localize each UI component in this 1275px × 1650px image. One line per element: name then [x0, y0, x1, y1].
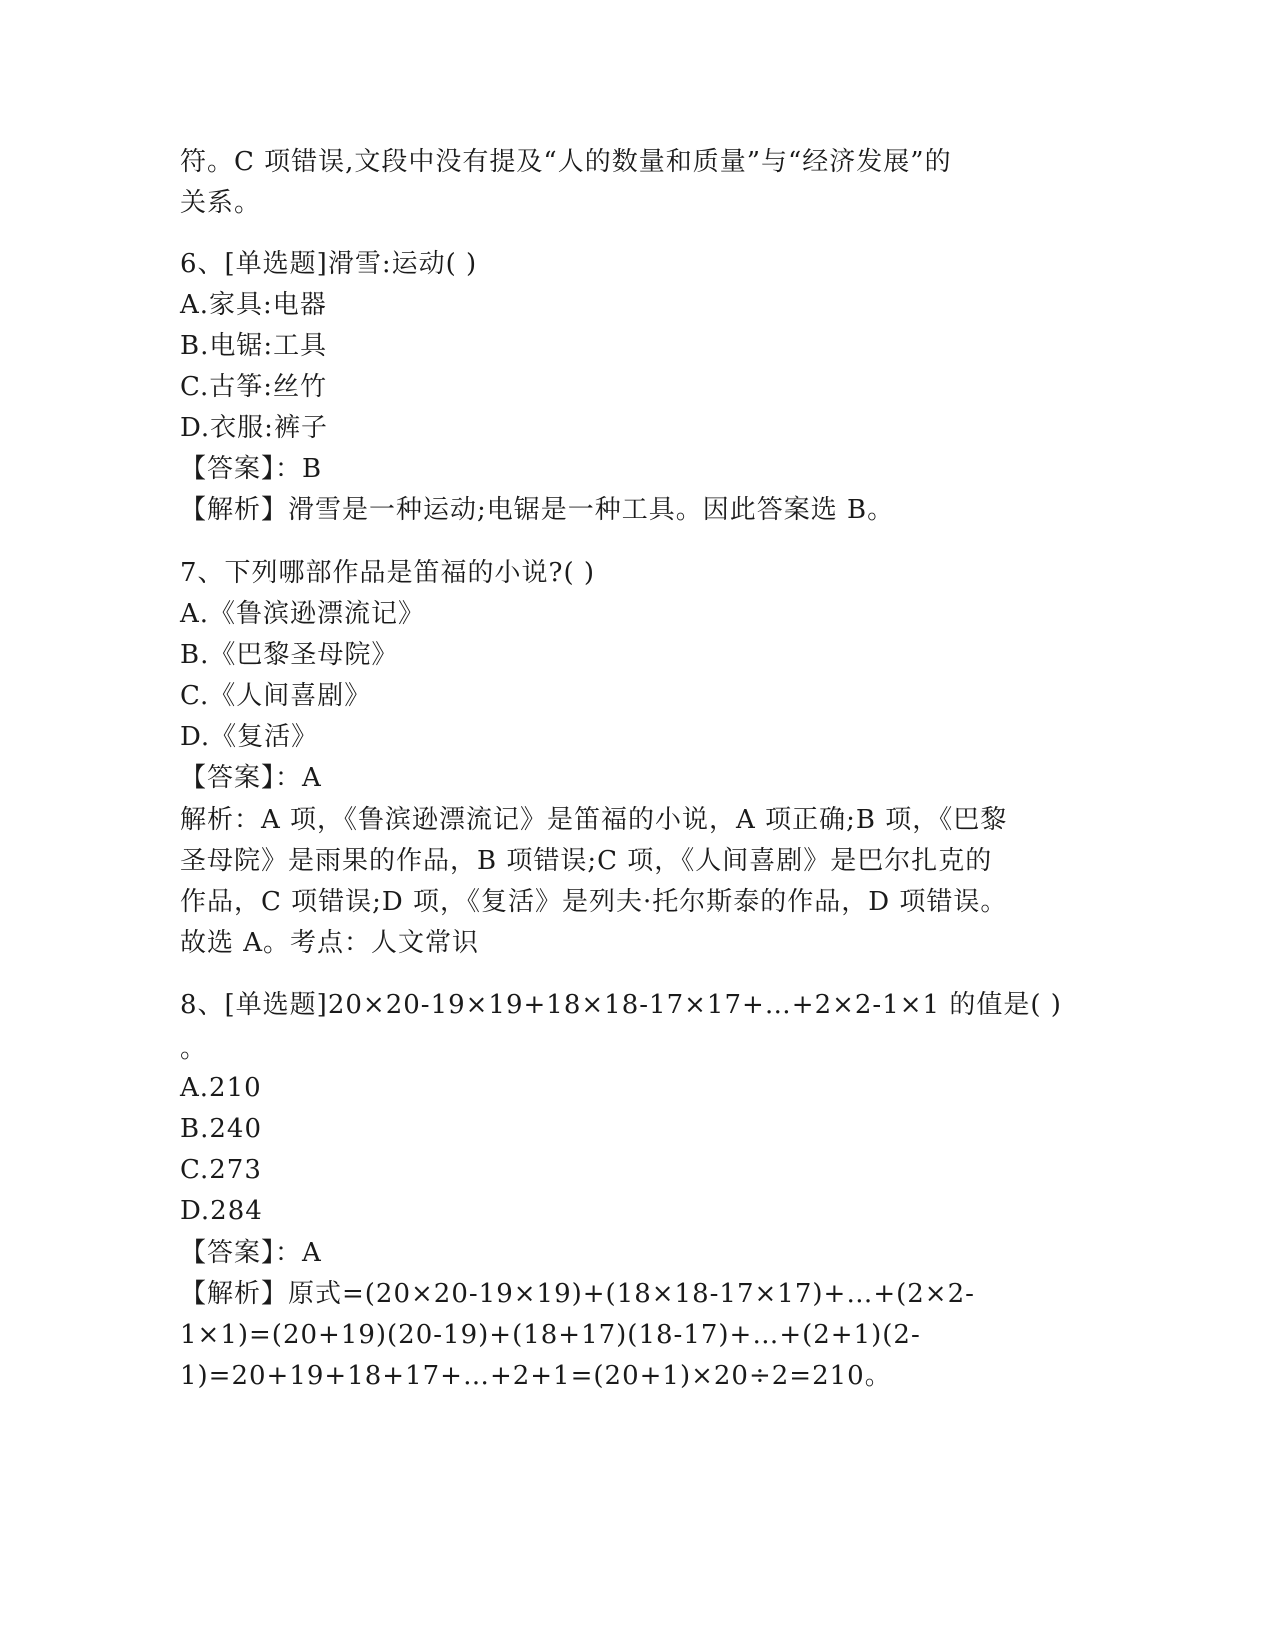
question-8-option-d: D.284 [180, 1196, 263, 1226]
question-7-stem: 7、下列哪部作品是笛福的小说?( ) [180, 558, 596, 588]
question-8-analysis-line: 1×1)=(20+19)(20-19)+(18+17)(18-17)+…+(2+1)(2- [180, 1320, 921, 1350]
question-6-option-d: D.衣服:裤子 [180, 413, 328, 443]
question-8-option-c: C.273 [180, 1155, 262, 1185]
question-6-option-b: B.电锯:工具 [180, 331, 328, 361]
question-6-analysis: 【解析】滑雪是一种运动;电锯是一种工具。因此答案选 B。 [180, 495, 895, 525]
question-6-option-c: C.古筝:丝竹 [180, 372, 327, 402]
continuation-line: 符。C 项错误,文段中没有提及“人的数量和质量”与“经济发展”的 [180, 147, 952, 177]
question-8-option-b: B.240 [180, 1114, 262, 1144]
question-7-analysis-line: 解析：A 项，《鲁滨逊漂流记》是笛福的小说，A 项正确;B 项，《巴黎 [180, 805, 1008, 835]
question-8-analysis-line: 【解析】原式=(20×20-19×19)+(18×18-17×17)+…+(2×2- [180, 1279, 975, 1309]
question-7-option-b: B.《巴黎圣母院》 [180, 640, 399, 670]
question-8-stem: 8、[单选题]20×20-19×19+18×18-17×17+…+2×2-1×1 的值是( ) [180, 990, 1062, 1020]
question-6-answer: 【答案】：B [180, 454, 323, 484]
question-7-option-d: D.《复活》 [180, 722, 319, 752]
question-8-analysis-line: 1)=20+19+18+17+…+2+1=(20+1)×20÷2=210。 [180, 1361, 892, 1391]
question-7-analysis-line: 故选 A。考点：人文常识 [180, 928, 480, 958]
question-6-stem: 6、[单选题]滑雪:运动( ) [180, 249, 478, 279]
question-7-answer: 【答案】：A [180, 763, 322, 793]
question-8-option-a: A.210 [180, 1073, 262, 1103]
question-7-analysis-line: 作品，C 项错误;D 项，《复活》是列夫·托尔斯泰的作品，D 项错误。 [180, 887, 1008, 917]
question-8-stem-tail: 。 [180, 1034, 208, 1064]
question-7-analysis-line: 圣母院》是雨果的作品，B 项错误;C 项，《人间喜剧》是巴尔扎克的 [180, 846, 993, 876]
question-6-option-a: A.家具:电器 [180, 290, 327, 320]
question-8-answer: 【答案】：A [180, 1238, 322, 1268]
question-7-option-c: C.《人间喜剧》 [180, 681, 372, 711]
continuation-line: 关系。 [180, 188, 262, 218]
question-7-option-a: A.《鲁滨逊漂流记》 [180, 599, 426, 629]
